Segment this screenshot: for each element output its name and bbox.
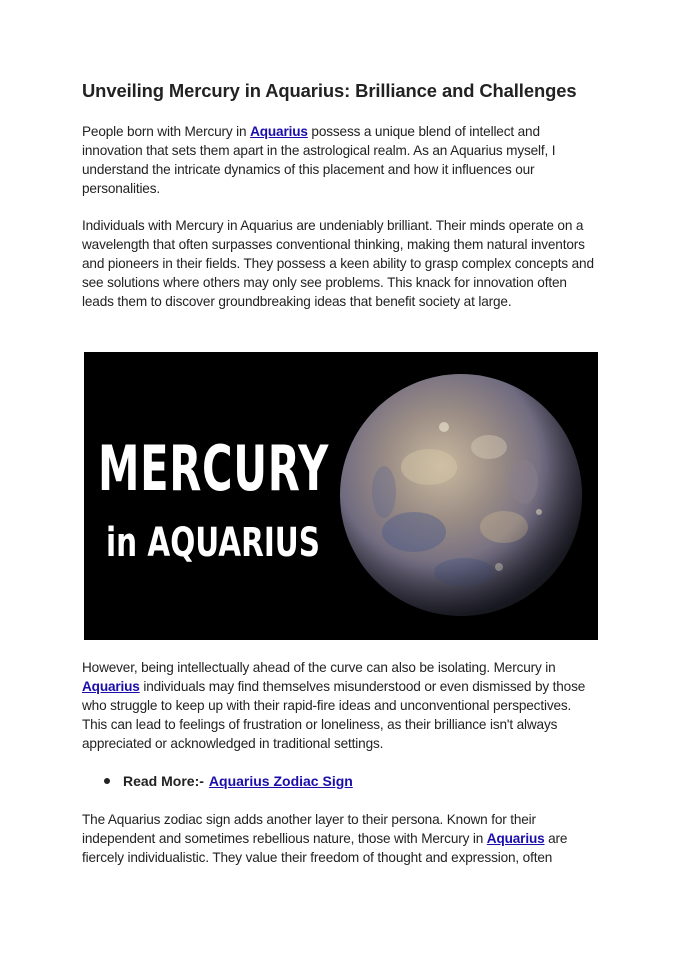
- mercury-planet-graphic: [340, 374, 582, 616]
- aquarius-zodiac-sign-link[interactable]: Aquarius Zodiac Sign: [208, 773, 353, 789]
- zodiac-paragraph: [82, 811, 582, 868]
- zodiac-text-before: The Aquarius zodiac sign adds another layer to their persona. Known for their independent and sometimes rebellious nature, those with Mercury in: [82, 812, 536, 846]
- aquarius-link[interactable]: Aquarius: [486, 830, 545, 846]
- intro-text-before: People born with Mercury in: [82, 124, 251, 139]
- zodiac-text-after: are fiercely individualistic. They value their freedom of thought and expression, often: [82, 830, 568, 865]
- bullet-dot: [104, 778, 110, 784]
- isolation-text-after: individuals may find themselves misunderstood or even dismissed by those who struggle to keep up with their rapid-fire ideas and unconventional perspectives. This can lead to feelings of frustration or loneliness, as their brilliance isn't always appreciated or acknowledged in traditional settings.: [82, 678, 586, 751]
- brilliance-paragraph: Individuals with Mercury in Aquarius are undeniably brilliant. Their minds operate on a wavelength that often surpasses conventional thinking, making them natural inventors and pioneers in their fields. They possess a keen ability to grasp complex concepts and see solutions where others may only see problems. This knack for innovation often leads them to discover groundbreaking ideas that benefit society at large.: [82, 218, 594, 309]
- article-title: Unveiling Mercury in Aquarius: Brilliance and Challenges: [82, 80, 577, 101]
- aquarius-link[interactable]: Aquarius: [82, 678, 140, 694]
- intro-text-after: possess a unique blend of intellect and innovation that sets them apart in the astrological realm. As an Aquarius myself, I understand the intricate dynamics of this placement and how it influences our personalities.: [82, 124, 556, 196]
- read-more-label: Read More:-: [123, 773, 204, 789]
- isolation-paragraph: [82, 659, 587, 754]
- isolation-text-before: However, being intellectually ahead of the curve can also be isolating. Mercury in: [82, 660, 556, 675]
- aquarius-link[interactable]: Aquarius: [250, 124, 308, 139]
- image-title-mercury: MERCURY: [98, 432, 330, 505]
- image-title-in-aquarius: in AQUARIUS: [106, 520, 320, 566]
- read-more-list-item: [104, 773, 353, 789]
- intro-paragraph: [82, 123, 582, 199]
- mercury-aquarius-image: [84, 352, 598, 640]
